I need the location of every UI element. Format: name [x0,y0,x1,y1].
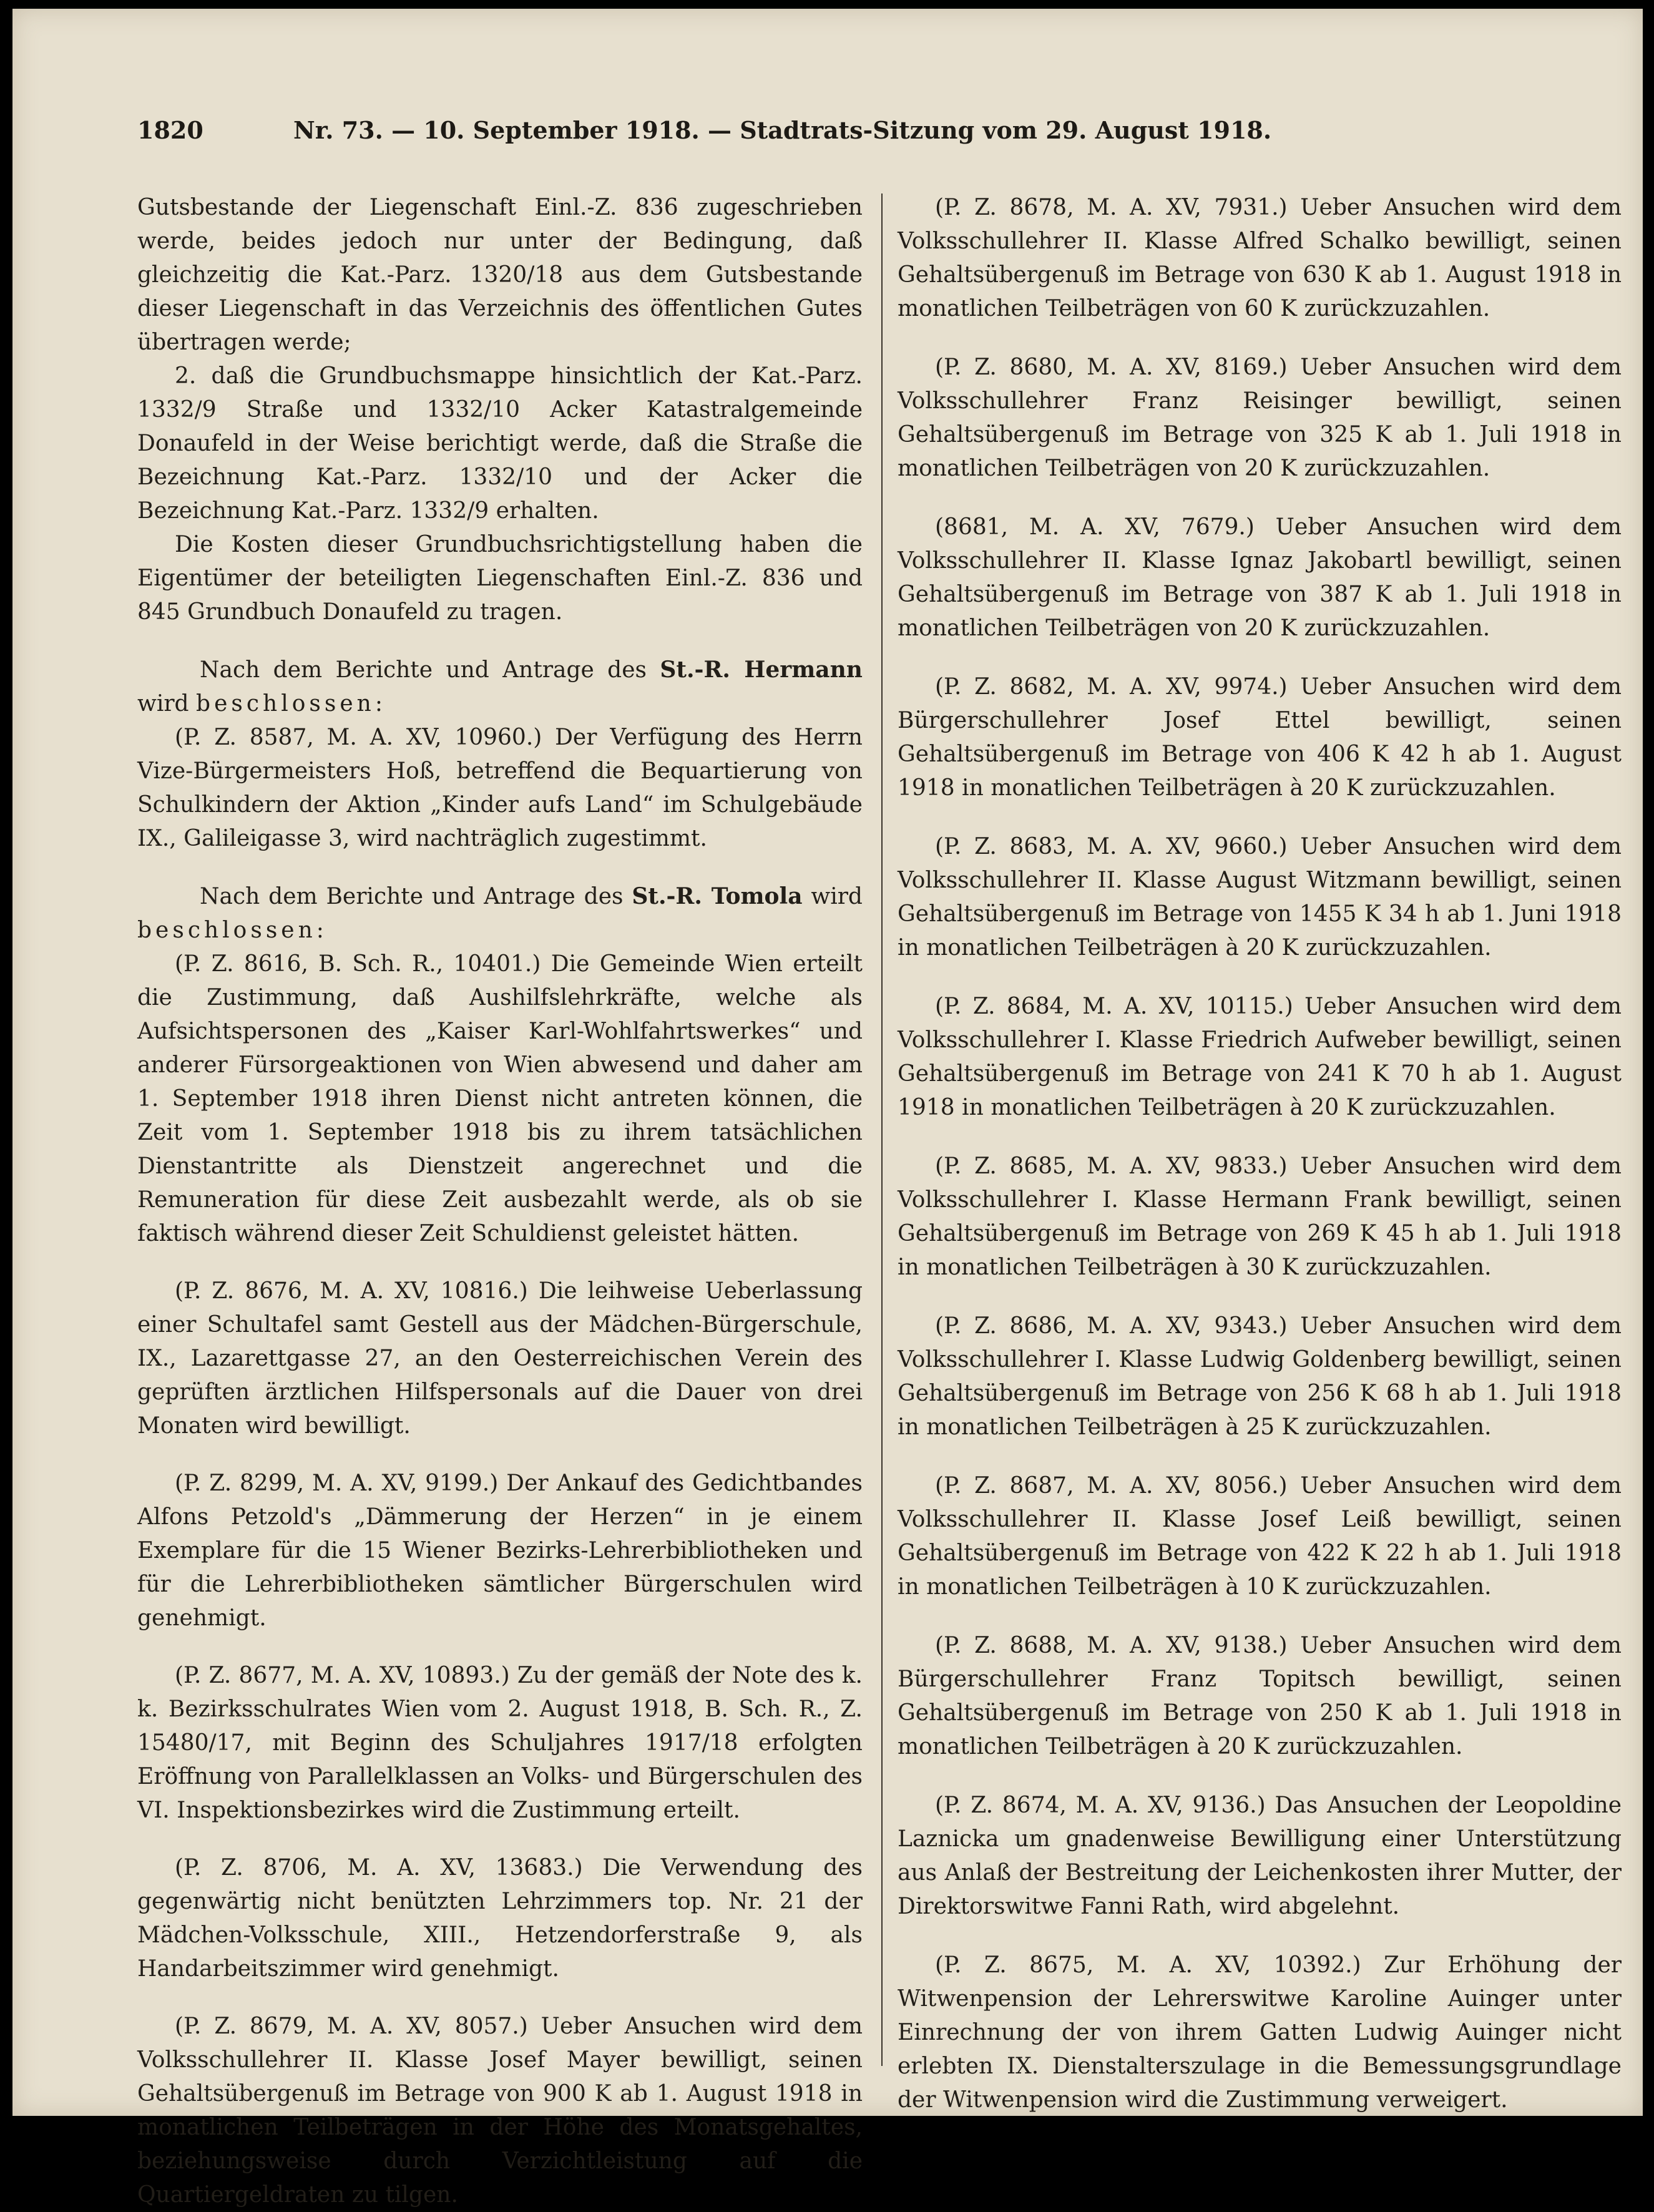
councillor-name: St.-R. Tomola [632,883,803,909]
paragraph: (P. Z. 8685, M. A. XV, 9833.) Ueber Ansuchen wird dem Volksschullehrer I. Klasse Hermann Frank bewilligt, seinen Gehaltsübergenuß im Betrage von 269 K 45 h ab 1. Juli 1918 in monatlichen Teilbeträgen à 30 K zurückzuzahlen. [898,1153,1622,1280]
paragraph: (P. Z. 8686, M. A. XV, 9343.) Ueber Ansuchen wird dem Volksschullehrer I. Klasse Ludwig Goldenberg bewilligt, seinen Gehaltsübergenuß im Betrage von 256 K 68 h ab 1. Juli 1918 in monatlichen Teilbeträgen à 25 K zurückzuzahlen. [898,1313,1622,1440]
paragraph: Die Kosten dieser Grundbuchsrichtigstellung haben die Eigentümer der beteiligten Liegenschaften Einl.-Z. 836 und 845 Grundbuch Donaufeld zu tragen. [137,532,863,625]
intro-text: wird [802,884,863,909]
paragraph: (P. Z. 8679, M. A. XV, 8057.) Ueber Ansuchen wird dem Volksschullehrer II. Klasse Josef Mayer bewilligt, seinen Gehaltsübergenuß im Betrage von 900 K ab 1. August 1918 in monatlichen Teilbeträgen in der Höhe des Monatsgehaltes, beziehungsweise durch Verzichtleistung auf die Quartiergeldraten zu tilgen. [137,2014,863,2208]
page-number: 1820 [137,116,203,144]
paragraph: (P. Z. 8683, M. A. XV, 9660.) Ueber Ansuchen wird dem Volksschullehrer II. Klasse August Witzmann bewilligt, seinen Gehaltsübergenuß im Betrage von 1455 K 34 h ab 1. Juni 1918 in monatlichen Teilbeträgen à 20 K zurückzuzahlen. [898,834,1622,961]
councillor-name: St.-R. Hermann [660,657,863,683]
paragraph: (P. Z. 8688, M. A. XV, 9138.) Ueber Ansuchen wird dem Bürgerschullehrer Franz Topitsch bewilligt, seinen Gehaltsübergenuß im Betrage von 250 K ab 1. Juli 1918 in monatlichen Teilbeträgen à 20 K zurückzuzahlen. [898,1633,1622,1759]
paragraph: (P. Z. 8299, M. A. XV, 9199.) Der Ankauf des Gedichtbandes Alfons Petzold's „Dämmerung der Herzen“ in je einem Exemplare für die 15 Wiener Bezirks-Lehrerbibliotheken und für die Lehrerbibliotheken sämtlicher Bürgerschulen wird genehmigt. [137,1471,863,1631]
paragraph: (P. Z. 8587, M. A. XV, 10960.) Der Verfügung des Herrn Vize-Bürgermeisters Hoß, betreffend die Bequartierung von Schulkindern der Aktion „Kinder aufs Land“ im Schulgebäude IX., Galileigasse 3, wird nachträglich zugestimmt. [137,725,863,851]
resolution-intro [137,653,863,721]
paragraph: (P. Z. 8616, B. Sch. R., 10401.) Die Gemeinde Wien erteilt die Zustimmung, daß Aushilfslehrkräfte, welche als Aufsichtspersonen des „Kaiser Karl-Wohlfahrtswerkes“ und anderer Fürsorgeaktionen von Wien abwesend und daher am 1. September 1918 ihren Dienst nicht antreten können, die Zeit vom 1. September 1918 bis zu ihrem tatsächlichen Dienstantritte als Dienstzeit angerechnet und die Remuneration für diese Zeit ausbezahlt werde, als ob sie faktisch während dieser Zeit Schuldienst geleistet hätten. [137,951,863,1246]
paragraph: 2. daß die Grundbuchsmappe hinsichtlich der Kat.-Parz. 1332/9 Straße und 1332/10 Acker Katastralgemeinde Donaufeld in der Weise berichtigt werde, daß die Straße die Bezeichnung Kat.-Parz. 1332/10 und der Acker die Bezeichnung Kat.-Parz. 1332/9 erhalten. [137,363,863,524]
left-column [137,191,863,2212]
intro-text: Nach dem Berichte und Antrage des [200,657,660,683]
paragraph: (P. Z. 8678, M. A. XV, 7931.) Ueber Ansuchen wird dem Volksschullehrer II. Klasse Alfred Schalko bewilligt, seinen Gehaltsübergenuß im Betrage von 630 K ab 1. August 1918 in monatlichen Teilbeträgen von 60 K zurückzuzahlen. [898,195,1622,321]
paragraph: (P. Z. 8682, M. A. XV, 9974.) Ueber Ansuchen wird dem Bürgerschullehrer Josef Ettel bewilligt, seinen Gehaltsübergenuß im Betrage von 406 K 42 h ab 1. August 1918 in monatlichen Teilbeträgen à 20 K zurückzuzahlen. [898,674,1622,801]
paragraph: (P. Z. 8706, M. A. XV, 13683.) Die Verwendung des gegenwärtig nicht benützten Lehrzimmers top. Nr. 21 der Mädchen-Volksschule, XIII., Hetzendorferstraße 9, als Handarbeitszimmer wird genehmigt. [137,1855,863,1982]
intro-text: wird [137,691,197,717]
column-divider [881,193,883,2066]
resolved-label: beschlossen: [137,918,328,943]
paragraph: Gutsbestande der Liegenschaft Einl.-Z. 836 zugeschrieben werde, beides jedoch nur unter der Bedingung, daß gleichzeitig die Kat.-Parz. 1320/18 aus dem Gutsbestande dieser Liegenschaft in das Verzeichnis des öffentlichen Gutes übertragen werde; [137,195,863,355]
resolved-label: beschlossen: [196,691,386,717]
header-title: Nr. 73. — 10. September 1918. — Stadtrats-Sitzung vom 29. August 1918. [293,116,1272,144]
paragraph: (8681, M. A. XV, 7679.) Ueber Ansuchen wird dem Volksschullehrer II. Klasse Ignaz Jakobartl bewilligt, seinen Gehaltsübergenuß im Betrage von 387 K ab 1. Juli 1918 in monatlichen Teilbeträgen von 20 K zurückzuzahlen. [898,514,1622,641]
paragraph: (P. Z. 8680, M. A. XV, 8169.) Ueber Ansuchen wird dem Volksschullehrer Franz Reisinger bewilligt, seinen Gehaltsübergenuß im Betrage von 325 K ab 1. Juli 1918 in monatlichen Teilbeträgen von 20 K zurückzuzahlen. [898,355,1622,481]
document-page [12,9,1643,2208]
intro-text: Nach dem Berichte und Antrage des [200,884,632,909]
paragraph: (P. Z. 8684, M. A. XV, 10115.) Ueber Ansuchen wird dem Volksschullehrer I. Klasse Friedrich Aufweber bewilligt, seinen Gehaltsübergenuß im Betrage von 241 K 70 h ab 1. August 1918 in monatlichen Teilbeträgen à 20 K zurückzuzahlen. [898,994,1622,1120]
paragraph: (P. Z. 8674, M. A. XV, 9136.) Das Ansuchen der Leopoldine Laznicka um gnadenweise Bewilligung einer Unterstützung aus Anlaß der Bestreitung der Leichenkosten ihrer Mutter, der Direktorswitwe Fanni Rath, wird abgelehnt. [898,1793,1622,1919]
paragraph: (P. Z. 8677, M. A. XV, 10893.) Zu der gemäß der Note des k. k. Bezirksschulrates Wien vom 2. August 1918, B. Sch. R., Z. 15480/17, mit Beginn des Schuljahres 1917/18 erfolgten Eröffnung von Parallelklassen an Volks- und Bürgerschulen des VI. Inspektionsbezirkes wird die Zustimmung erteilt. [137,1663,863,1823]
page-header [137,116,1323,144]
paragraph: (P. Z. 8676, M. A. XV, 10816.) Die leihweise Ueberlassung einer Schultafel samt Gestell aus der Mädchen-Bürgerschule, IX., Lazarettgasse 27, an den Oesterreichischen Verein des geprüften ärztlichen Hilfspersonals auf die Dauer von drei Monaten wird bewilligt. [137,1278,863,1439]
right-column [898,191,1622,2117]
paragraph: (P. Z. 8675, M. A. XV, 10392.) Zur Erhöhung der Witwenpension der Lehrerswitwe Karoline Auinger unter Einrechnung der von ihrem Gatten Ludwig Auinger nicht erlebten IX. Dienstalterszulage in die Bemessungsgrundlage der Witwenpension wird die Zustimmung verweigert. [898,1952,1622,2113]
paragraph: (P. Z. 8687, M. A. XV, 8056.) Ueber Ansuchen wird dem Volksschullehrer II. Klasse Josef Leiß bewilligt, seinen Gehaltsübergenuß im Betrage von 422 K 22 h ab 1. Juli 1918 in monatlichen Teilbeträgen à 10 K zurückzuzahlen. [898,1473,1622,1600]
resolution-intro [137,879,863,947]
